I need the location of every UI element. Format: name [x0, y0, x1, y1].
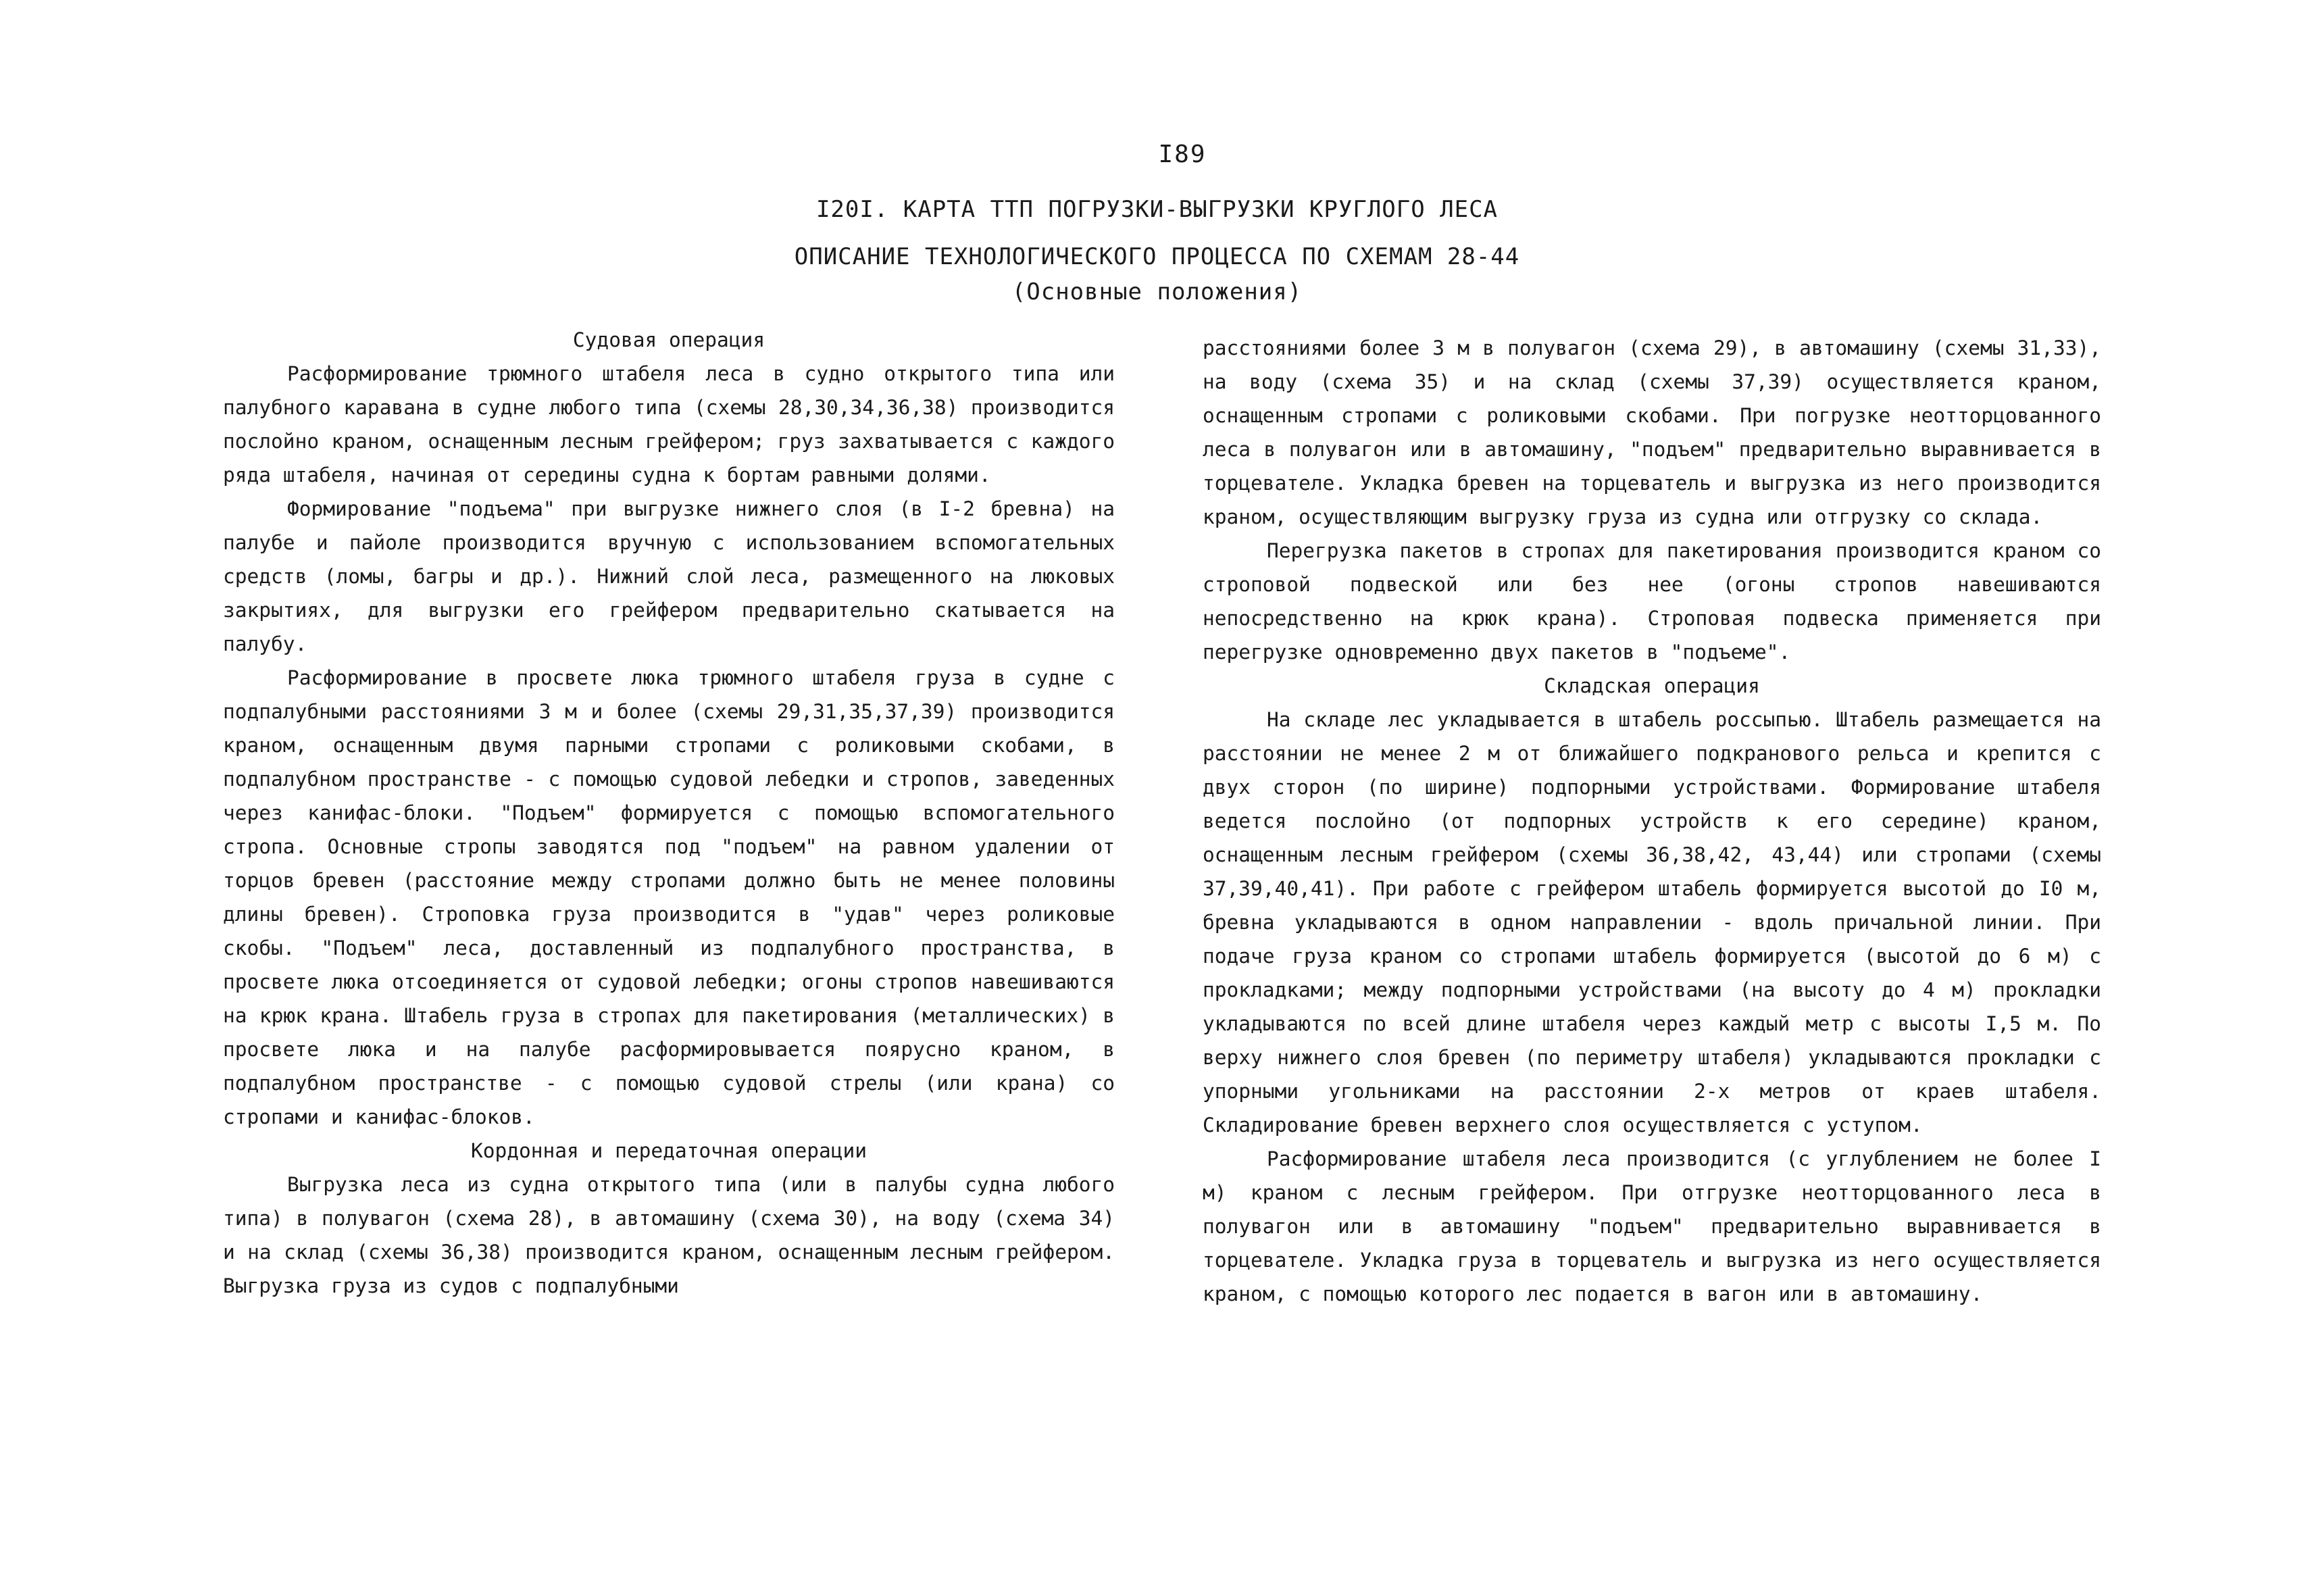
paragraph: Выгрузка леса из судна открытого типа (или в палубы судна любого типа) в полувагон (схема 28), в автомашину (схема 30), на воду (схема 34) и на склад (схемы 36,38) производится краном, оснащенным лесным грейфером. Выгрузка груза из судов с подпалубными [223, 1173, 1115, 1297]
paragraph: Расформирование трюмного штабеля леса в судно открытого типа или палубного каравана в судне любого типа (схемы 28,30,34,36,38) производится послойно краном, оснащенным лесным грейфером; груз захватывается с каждого ряда штабеля, начиная от середины судна к бортам равными долями. [223, 362, 1115, 487]
document-subtitle: ОПИСАНИЕ ТЕХНОЛОГИЧЕСКОГО ПРОЦЕССА ПО СХЕМАМ 28-44 [794, 243, 1520, 270]
paragraph: Перегрузка пакетов в стропах для пакетирования производится краном со строповой подвеской или без нее (огоны стропов навешиваются непосредственно на крюк крана). Строповая подвеска применяется при перегрузке одновременно двух пакетов в "подъеме". [1203, 539, 2101, 664]
right-column [1203, 331, 2101, 1311]
paragraph: Расформирование штабеля леса производится (с углублением не более I м) краном с лесным грейфером. При отгрузке неотторцованного леса в полувагон или в автомашину "подъем" предварительно выравнивается в торцевателе. Укладка груза в торцеватель и выгрузка из него осуществляется краном, с помощью которого лес подается в вагон или в автомашину. [1203, 1147, 2101, 1305]
paragraph-continued: расстояниями более 3 м в полувагон (схема 29), в автомашину (схемы 31,33), на воду (схема 35) и на склад (схемы 37,39) осуществляется краном, оснащенным стропами с роликовыми скобами. При погрузке неотторцованного леса в полувагон или в автомашину, "подъем" предварительно выравнивается в торцевателе. Укладка бревен на торцеватель и выгрузка из него производится краном, осуществляющим выгрузку груза из судна или отгрузку со склада. [1203, 336, 2101, 528]
section-heading-kordon-operation: Кордонная и передаточная операции [470, 1139, 867, 1162]
paragraph: Расформирование в просвете люка трюмного штабеля груза в судне с подпалубными расстояниями 3 м и более (схемы 29,31,35,37,39) производится краном, оснащенным двумя парными стропами с роликовыми скобами, в подпалубном пространстве - с помощью судовой лебедки и стропов, заведенных через канифас-блоки. "Подъем" формируется с помощью вспомогательного стропа. Основные стропы заводятся под "подъем" на равном удалении от торцов бревен (расстояние между стропами должно быть не менее половины длины бревен). Строповка груза производится в "удав" через роликовые скобы. "Подъем" леса, доставленный из подпалубного пространства, в просвете люка отсоединяется от судовой лебедки; огоны стропов навешиваются на крюк крана. Штабель груза в стропах для пакетирования (металлических) в просвете люка и на палубе расформировывается поярусно краном, в подпалубном пространстве - с помощью судовой стрелы (или крана) со стропами и канифас-блоков. [223, 666, 1115, 1128]
section-heading-ship-operation: Судовая операция [572, 328, 765, 351]
paragraph: На складе лес укладывается в штабель россыпью. Штабель размещается на расстоянии не менее 2 м от ближайшего подкранового рельса и крепится с двух сторон (по ширине) подпорными устройствами. Формирование штабеля ведется послойно (от подпорных устройств к его середине) краном, оснащенным лесным грейфером (схемы 36,38,42, 43,44) или стропами (схемы 37,39,40,41). При работе с грейфером штабель формируется высотой до I0 м, бревна укладываются в одном направлении - вдоль причальной линии. При подаче груза краном со стропами штабель формируется (высотой до 6 м) с прокладками; между подпорными устройствами (на высоту до 4 м) прокладки укладываются по всей длине штабеля через каждый метр с высоты I,5 м. По верху нижнего слоя бревен (по периметру штабеля) укладываются прокладки с упорными угольниками на расстоянии 2-х метров от краев штабеля. Складирование бревен верхнего слоя осуществляется с уступом. [1203, 708, 2101, 1137]
document-title: I20I. КАРТА ТТП ПОГРУЗКИ-ВЫГРУЗКИ КРУГЛОГО ЛЕСА [815, 196, 1499, 223]
section-heading-warehouse-operation: Складская операция [1544, 674, 1760, 697]
paragraph: Формирование "подъема" при выгрузке нижнего слоя (в I-2 бревна) на палубе и пайоле производится вручную с использованием вспомогательных средств (ломы, багры и др.). Нижний слой леса, размещенного на люковых закрытиях, для выгрузки его грейфером предварительно скатывается на палубу. [223, 497, 1115, 655]
page-number: I89 [1158, 141, 1207, 168]
document-subtitle-note: (Основные положения) [1011, 278, 1303, 305]
left-column [223, 323, 1115, 1303]
